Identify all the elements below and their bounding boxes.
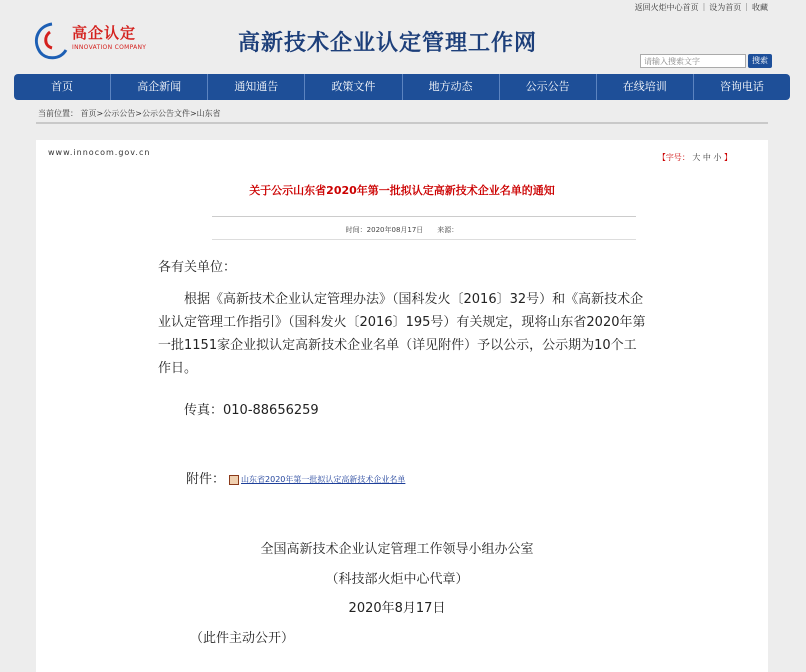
header	[0, 14, 806, 72]
nav-item-local[interactable]: 地方动态	[403, 74, 500, 100]
public-note: （此件主动公开）	[190, 631, 295, 646]
font-size-big[interactable]: 大	[692, 153, 701, 162]
article-panel	[36, 140, 768, 672]
search-input[interactable]: 请输入搜索文字	[640, 54, 746, 68]
logo-text: 高企认定	[72, 24, 137, 42]
separator: |	[702, 2, 706, 11]
bookmark-link[interactable]: 收藏	[752, 3, 768, 12]
site-title: 高新技术企业认定管理工作网	[238, 30, 538, 56]
font-size-label: 【字号：	[657, 153, 690, 162]
nav-item-hotline[interactable]: 咨询电话	[719, 80, 764, 93]
greeting: 各有关单位：	[158, 260, 237, 275]
set-home-link[interactable]: 设为首页	[709, 3, 742, 12]
nav-item-home[interactable]: 首页	[14, 74, 111, 100]
font-size-controls: 【字号： 大 中 小 】	[657, 153, 732, 162]
top-links	[635, 2, 768, 13]
separator: |	[745, 2, 748, 11]
search-button[interactable]: 搜索	[748, 54, 772, 68]
divider	[36, 122, 768, 124]
signature-date: 2020年8月17日	[348, 601, 446, 616]
article-paragraph: 根据《高新技术企业认定管理办法》（国科发火〔2016〕32号）和《高新技术企业认定管理工作指引》（国科发火〔2016〕195号）有关规定，现将山东省2020年第一批1151家企业拟认定高新技术企业名单（详见附件）予以公示，公示期为10个工作日。	[158, 292, 646, 376]
fax-line: 传真：010-88656259	[184, 403, 319, 418]
logo-subtitle: INNOVATION COMPANY	[72, 44, 147, 51]
top-bar	[0, 0, 806, 14]
divider	[212, 239, 636, 240]
nav-item-announcements[interactable]: 公示公告	[500, 74, 597, 100]
signature-org: 全国高新技术企业认定管理工作领导小组办公室	[260, 542, 534, 557]
font-size-small[interactable]: 小	[713, 153, 722, 162]
article-meta: 时间：2020年08月17日 来源：	[345, 226, 459, 234]
site-url: www.innocom.gov.cn	[48, 148, 151, 157]
article-title: 关于公示山东省2020年第一批拟认定高新技术企业名单的通知	[249, 184, 555, 197]
logo-swirl-icon	[30, 20, 70, 64]
set-torch-home-link[interactable]: 返回火炬中心首页	[634, 3, 699, 12]
nav-item-policy[interactable]: 政策文件	[305, 74, 402, 100]
nav-item-notices[interactable]: 通知通告	[208, 74, 305, 100]
document-icon	[229, 475, 239, 485]
attachment-label: 附件：	[186, 472, 226, 487]
signature-seal: （科技部火炬中心代章）	[325, 572, 469, 587]
site-logo[interactable]	[30, 20, 160, 66]
divider	[212, 216, 636, 217]
nav-item-news[interactable]: 高企新闻	[111, 74, 208, 100]
breadcrumb[interactable]: 当前位置： 首页>公示公告>公示公告文件>山东省	[38, 109, 221, 118]
attachment-row	[186, 468, 676, 491]
main-nav	[14, 74, 790, 100]
font-size-mid[interactable]: 中	[702, 153, 711, 162]
attachment-link[interactable]: 山东省2020年第一批拟认定高新技术企业名单	[241, 475, 406, 484]
nav-item-training[interactable]: 在线培训	[597, 74, 694, 100]
